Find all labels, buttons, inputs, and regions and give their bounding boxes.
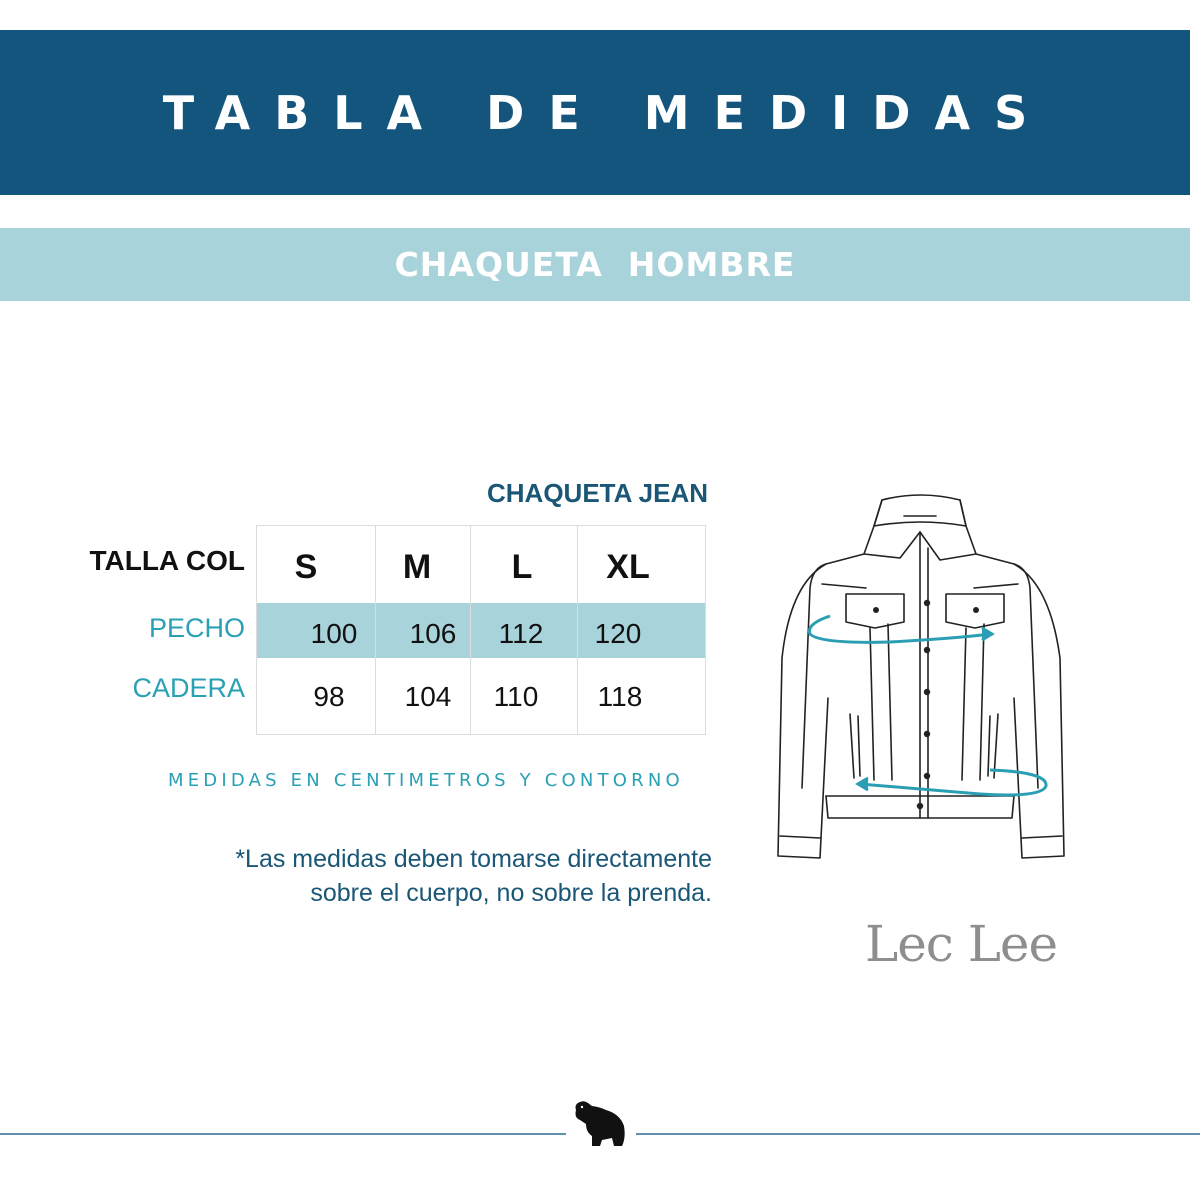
size-header-s: S bbox=[294, 548, 318, 586]
instruction-line-2: sobre el cuerpo, no sobre la prenda. bbox=[310, 879, 712, 907]
table-cell: 104 bbox=[404, 681, 452, 712]
size-header-xl: XL bbox=[606, 548, 650, 586]
capybara-icon bbox=[570, 1098, 630, 1150]
table-cell: 106 bbox=[409, 618, 457, 649]
table-cell: 112 bbox=[498, 618, 544, 649]
jacket-illustration-icon bbox=[770, 488, 1070, 878]
table-cell: 98 bbox=[313, 681, 345, 712]
size-header-m: M bbox=[402, 548, 432, 586]
table-cell: 100 bbox=[310, 618, 358, 649]
page-title: TABLA DE MEDIDAS bbox=[162, 85, 1052, 140]
size-header-l: L bbox=[511, 548, 533, 586]
title-banner bbox=[0, 30, 1190, 195]
table-grid-line bbox=[256, 734, 706, 735]
size-table-title: CHAQUETA JEAN bbox=[486, 478, 708, 508]
measurement-instructions bbox=[140, 842, 712, 910]
instruction-line-1: *Las medidas deben tomarse directamente bbox=[235, 845, 712, 873]
table-cell: 118 bbox=[597, 681, 643, 712]
table-cell: 120 bbox=[594, 618, 642, 649]
page-subtitle: CHAQUETA HOMBRE bbox=[394, 245, 796, 284]
subtitle-banner bbox=[0, 228, 1190, 301]
row-label-cadera: CADERA bbox=[132, 673, 245, 703]
footer-divider-right bbox=[636, 1133, 1200, 1135]
table-cell: 110 bbox=[493, 681, 539, 712]
table-grid-line bbox=[256, 525, 706, 526]
row-label-pecho: PECHO bbox=[148, 613, 245, 643]
footer-divider-left bbox=[0, 1133, 566, 1135]
units-note: MEDIDAS EN CENTIMETROS Y CONTORNO bbox=[168, 770, 684, 791]
chest-measure-arrow-icon bbox=[809, 616, 992, 642]
brand-logo: Lec Lee bbox=[865, 915, 1058, 973]
table-grid-line bbox=[705, 525, 706, 735]
size-header-label: TALLA COL bbox=[89, 545, 245, 576]
